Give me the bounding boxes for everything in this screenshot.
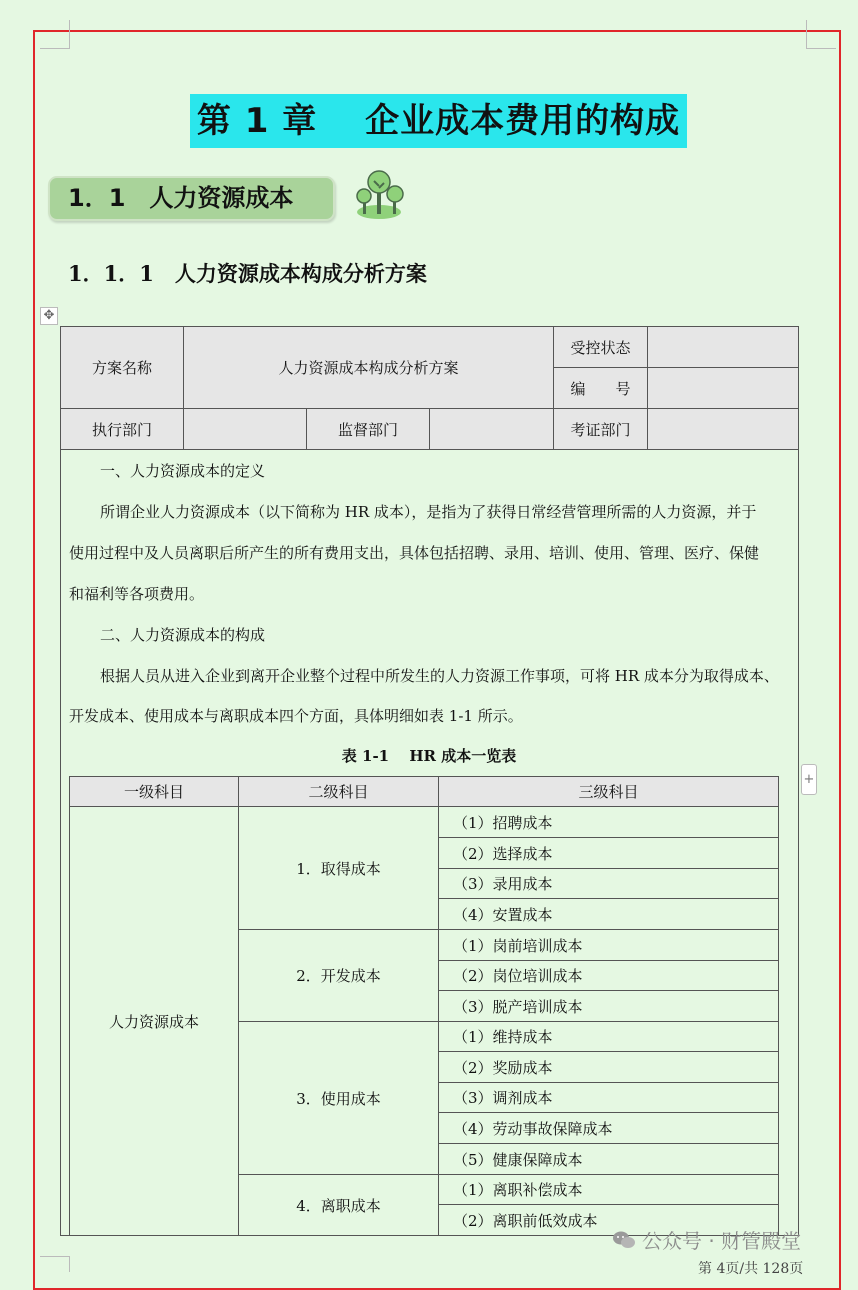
- level3-cell: （4）劳动事故保障成本: [438, 1112, 779, 1144]
- exec-dept-label: 执行部门: [60, 408, 184, 450]
- level3-cell: （2）离职前低效成本: [438, 1204, 779, 1236]
- table-caption: 表 1-1 HR 成本一览表: [341, 747, 517, 765]
- crop-mark: [806, 20, 808, 49]
- column-header: 一级科目: [69, 776, 239, 807]
- crop-mark: [69, 1256, 71, 1272]
- chapter-title: 第 1 章 企业成本费用的构成: [190, 94, 687, 148]
- plan-name-value: 人力资源成本构成分析方案: [183, 326, 554, 409]
- column-header: 三级科目: [438, 776, 779, 807]
- level3-cell: （3）脱产培训成本: [438, 990, 779, 1022]
- level3-cell: （1）招聘成本: [438, 806, 779, 838]
- plan-name-label: 方案名称: [60, 326, 184, 409]
- level3-cell: （2）奖励成本: [438, 1051, 779, 1083]
- level2-cell: 1．取得成本: [238, 806, 439, 930]
- crop-mark: [806, 48, 836, 50]
- paragraph-line: 开发成本、使用成本与离职成本四个方面，具体明细如表 1-1 所示。: [69, 707, 523, 725]
- paragraph-line: 和福利等各项费用。: [69, 585, 205, 603]
- add-column-button[interactable]: +: [801, 764, 817, 795]
- crop-mark: [40, 48, 70, 50]
- level3-cell: （5）健康保障成本: [438, 1143, 779, 1175]
- column-header: 二级科目: [238, 776, 439, 807]
- control-status-label: 受控状态: [553, 326, 648, 368]
- verify-dept-value: [647, 408, 799, 450]
- paragraph-line: 根据人员从进入企业到离开企业整个过程中所发生的人力资源工作事项，可将 HR 成本分为取得成本、: [100, 667, 779, 685]
- crop-mark: [69, 20, 71, 49]
- level3-cell: （4）安置成本: [438, 898, 779, 930]
- level3-cell: （1）离职补偿成本: [438, 1174, 779, 1205]
- paragraph-line: 使用过程中及人员离职后所产生的所有费用支出，具体包括招聘、录用、培训、使用、管理、医疗、保健: [69, 544, 760, 562]
- section-heading: 一、人力资源成本的定义: [100, 462, 266, 480]
- level3-cell: （1）岗前培训成本: [438, 929, 779, 961]
- exec-dept-value: [183, 408, 307, 450]
- number-label: 编 号: [553, 367, 648, 409]
- level3-cell: （2）选择成本: [438, 837, 779, 869]
- verify-dept-label: 考证部门: [553, 408, 648, 450]
- watermark: [612, 1225, 801, 1254]
- level1-cell: 人力资源成本: [69, 806, 239, 1236]
- supervise-dept-value: [429, 408, 554, 450]
- section-title: 1．1 人力资源成本: [48, 176, 335, 221]
- crop-mark: [40, 1256, 70, 1258]
- level2-cell: 2．开发成本: [238, 929, 439, 1022]
- number-value: [647, 367, 799, 409]
- level2-cell: 4．离职成本: [238, 1174, 439, 1236]
- control-status-value: [647, 326, 799, 368]
- section-heading: 二、人力资源成本的构成: [100, 626, 266, 644]
- level3-cell: （3）调剂成本: [438, 1082, 779, 1113]
- tree-icon: [351, 168, 407, 222]
- supervise-dept-label: 监督部门: [306, 408, 430, 450]
- wechat-icon: [612, 1230, 636, 1250]
- page-number: 第 4页/共 128页: [698, 1261, 804, 1277]
- level2-cell: 3．使用成本: [238, 1021, 439, 1175]
- table-move-handle-icon[interactable]: ✥: [40, 307, 58, 325]
- paragraph-line: 所谓企业人力资源成本（以下简称为 HR 成本），是指为了获得日常经营管理所需的人力资源，并于: [100, 503, 757, 521]
- level3-cell: （2）岗位培训成本: [438, 960, 779, 991]
- level3-cell: （3）录用成本: [438, 868, 779, 899]
- level3-cell: （1）维持成本: [438, 1021, 779, 1052]
- watermark-text: 公众号 · 财管殿堂: [642, 1229, 802, 1253]
- subsection-title: 1．1．1 人力资源成本构成分析方案: [68, 261, 427, 286]
